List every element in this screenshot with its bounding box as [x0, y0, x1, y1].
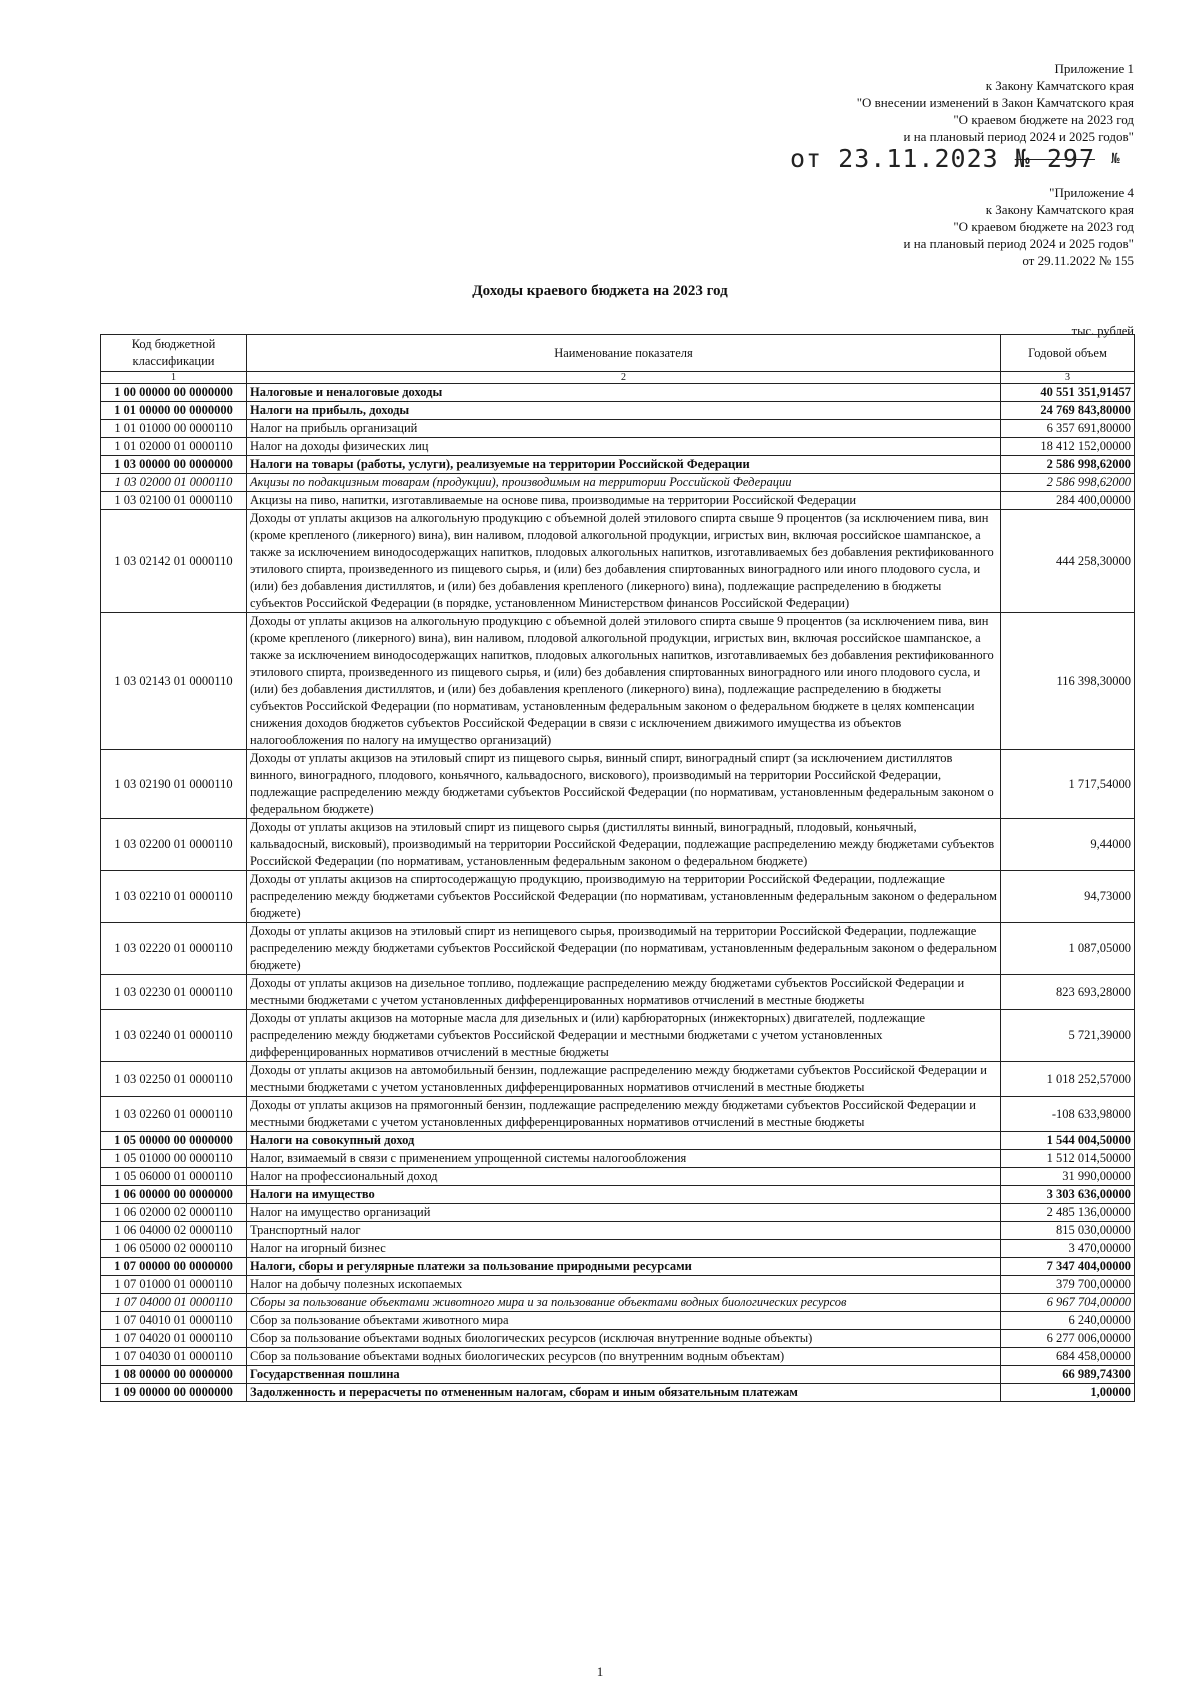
column-header-value: Годовой объем: [1001, 335, 1135, 372]
name-cell: Доходы от уплаты акцизов на прямогонный бензин, подлежащие распределению между бюджетами субъектов Российской Федерации и местными бюджетами с учетом установленных дифференцированных нормативов отчислений в местные бюджеты: [247, 1097, 1001, 1132]
table-row: [101, 456, 1135, 474]
table-row: [101, 819, 1135, 871]
table-row: [101, 613, 1135, 750]
table-column-numbers-row: [101, 372, 1135, 384]
table-row: [101, 1186, 1135, 1204]
table-row: [101, 384, 1135, 402]
code-cell: 1 03 02220 01 0000110: [101, 923, 247, 975]
table-row: [101, 1222, 1135, 1240]
stamp-tail: №: [1111, 151, 1120, 167]
appendix-line: "Приложение 4: [1049, 185, 1134, 200]
name-cell: Налоги, сборы и регулярные платежи за пользование природными ресурсами: [247, 1258, 1001, 1276]
appendix-line: "О краевом бюджете на 2023 год: [953, 219, 1134, 234]
value-cell: 31 990,00000: [1001, 1168, 1135, 1186]
table-row: [101, 1384, 1135, 1402]
table-row: [101, 1204, 1135, 1222]
appendix-line: "О краевом бюджете на 2023 год: [953, 112, 1134, 127]
table-row: [101, 923, 1135, 975]
table-row: [101, 1258, 1135, 1276]
code-cell: 1 03 02000 01 0000110: [101, 474, 247, 492]
name-cell: Налоги на прибыль, доходы: [247, 402, 1001, 420]
value-cell: 379 700,00000: [1001, 1276, 1135, 1294]
name-cell: Доходы от уплаты акцизов на алкогольную продукцию с объемной долей этилового спирта свыше 9 процентов (за исключением пива, вин (кроме крепленого (ликерного) вина), вин наливом, плодовой алкогольной продукции, игристых вин, включая российское шампанское, а также за исключением винодосодержащих напитков, плодовых алкогольных напитков, изготавливаемых без добавления ректификованного этилового спирта, произведенного из пищевого сырья, и (или) без добавления спиртованных виноградного или иного плодового сусла, и (или) без добавления дистиллятов, и (или) без добавления крепленого (ликерного) вина), подлежащие распределению в бюджеты субъектов Российской Федерации (по нормативам, установленным федеральным законом о федеральном бюджете в целях компенсации снижения доходов бюджетов субъектов Российской Федерации в связи с исключением движимого имущества из объектов налогообложения по налогу на имущество организаций): [247, 613, 1001, 750]
code-cell: 1 03 02200 01 0000110: [101, 819, 247, 871]
value-cell: -108 633,98000: [1001, 1097, 1135, 1132]
code-cell: 1 06 00000 00 0000000: [101, 1186, 247, 1204]
code-cell: 1 06 05000 02 0000110: [101, 1240, 247, 1258]
table-row: [101, 1330, 1135, 1348]
table-row: [101, 1062, 1135, 1097]
table-row: [101, 1150, 1135, 1168]
table-row: [101, 402, 1135, 420]
value-cell: 40 551 351,91457: [1001, 384, 1135, 402]
code-cell: 1 07 04030 01 0000110: [101, 1348, 247, 1366]
appendix-header: [857, 60, 1134, 145]
code-cell: 1 07 04000 01 0000110: [101, 1294, 247, 1312]
table-row: [101, 1348, 1135, 1366]
name-cell: Налог на имущество организаций: [247, 1204, 1001, 1222]
table-row: [101, 1312, 1135, 1330]
stamp-date: 23.11.2023: [838, 144, 999, 173]
value-cell: 66 989,74300: [1001, 1366, 1135, 1384]
table-row: [101, 975, 1135, 1010]
name-cell: Налог на доходы физических лиц: [247, 438, 1001, 456]
name-cell: Налог на прибыль организаций: [247, 420, 1001, 438]
name-cell: Доходы от уплаты акцизов на этиловый спирт из пищевого сырья (дистилляты винный, виноградный, плодовый, коньячный, кальвадосный, висковый), производимый на территории Российской Федерации, подлежащие распределению между бюджетами субъектов Российской Федерации (по нормативам, установленным федеральным законом о федеральном бюджете): [247, 819, 1001, 871]
table-row: [101, 492, 1135, 510]
value-cell: 5 721,39000: [1001, 1010, 1135, 1062]
value-cell: 9,44000: [1001, 819, 1135, 871]
name-cell: Сборы за пользование объектами животного мира и за пользование объектами водных биологических ресурсов: [247, 1294, 1001, 1312]
value-cell: 116 398,30000: [1001, 613, 1135, 750]
appendix-line: к Закону Камчатского края: [985, 78, 1134, 93]
column-number: 3: [1001, 372, 1135, 384]
table-row: [101, 1132, 1135, 1150]
table-row: [101, 420, 1135, 438]
value-cell: 6 277 006,00000: [1001, 1330, 1135, 1348]
code-cell: 1 07 04020 01 0000110: [101, 1330, 247, 1348]
name-cell: Налог на игорный бизнес: [247, 1240, 1001, 1258]
appendix-line: и на плановый период 2024 и 2025 годов": [903, 236, 1134, 251]
code-cell: 1 03 02100 01 0000110: [101, 492, 247, 510]
value-cell: 6 240,00000: [1001, 1312, 1135, 1330]
table-row: [101, 1276, 1135, 1294]
value-cell: 94,73000: [1001, 871, 1135, 923]
code-cell: 1 05 06000 01 0000110: [101, 1168, 247, 1186]
table-row: [101, 1294, 1135, 1312]
column-number: 1: [101, 372, 247, 384]
code-cell: 1 07 01000 01 0000110: [101, 1276, 247, 1294]
code-cell: 1 00 00000 00 0000000: [101, 384, 247, 402]
code-cell: 1 01 00000 00 0000000: [101, 402, 247, 420]
code-cell: 1 03 02260 01 0000110: [101, 1097, 247, 1132]
page-number: 1: [596, 1664, 604, 1679]
code-cell: 1 03 02210 01 0000110: [101, 871, 247, 923]
value-cell: 2 485 136,00000: [1001, 1204, 1135, 1222]
name-cell: Доходы от уплаты акцизов на автомобильный бензин, подлежащие распределению между бюджетами субъектов Российской Федерации и местными бюджетами с учетом установленных дифференцированных нормативов отчислений в местные бюджеты: [247, 1062, 1001, 1097]
value-cell: 24 769 843,80000: [1001, 402, 1135, 420]
name-cell: Доходы от уплаты акцизов на алкогольную продукцию с объемной долей этилового спирта свыше 9 процентов (за исключением пива, вин (кроме крепленого (ликерного) вина), вин наливом, плодовой алкогольной продукции, игристых вин, включая российское шампанское, а также за исключением винодосодержащих напитков, плодовых алкогольных напитков, изготавливаемых без добавления ректификованного этилового спирта, произведенного из пищевого сырья, и (или) без добавления спиртованных виноградного или иного плодового сусла, и (или) без добавления дистиллятов, и (или) без добавления крепленого (ликерного) вина), подлежащие распределению в бюджеты субъектов Российской Федерации (в порядке, установленном Министерством финансов Российской Федерации): [247, 510, 1001, 613]
code-cell: 1 06 02000 02 0000110: [101, 1204, 247, 1222]
name-cell: Государственная пошлина: [247, 1366, 1001, 1384]
appendix-header-original: [903, 184, 1134, 269]
name-cell: Налог на добычу полезных ископаемых: [247, 1276, 1001, 1294]
value-cell: 1 544 004,50000: [1001, 1132, 1135, 1150]
code-cell: 1 05 01000 00 0000110: [101, 1150, 247, 1168]
table-row: [101, 438, 1135, 456]
name-cell: Акцизы на пиво, напитки, изготавливаемые на основе пива, производимые на территории Российской Федерации: [247, 492, 1001, 510]
name-cell: Доходы от уплаты акцизов на этиловый спирт из непищевого сырья, производимый на территории Российской Федерации, подлежащие распределению между бюджетами субъектов Российской Федерации (по нормативам, установленным федеральным законом о федеральном бюджете): [247, 923, 1001, 975]
value-cell: 6 357 691,80000: [1001, 420, 1135, 438]
name-cell: Задолженность и перерасчеты по отмененным налогам, сборам и иным обязательным платежам: [247, 1384, 1001, 1402]
name-cell: Доходы от уплаты акцизов на этиловый спирт из пищевого сырья, винный спирт, виноградный спирт (за исключением дистиллятов винного, виноградного, плодового, коньячного, кальвадосного, вискового), производимый на территории Российской Федерации, подлежащие распределению между бюджетами субъектов Российской Федерации (по нормативам, установленным федеральным законом о федеральном бюджете): [247, 750, 1001, 819]
name-cell: Налоги на имущество: [247, 1186, 1001, 1204]
name-cell: Транспортный налог: [247, 1222, 1001, 1240]
name-cell: Доходы от уплаты акцизов на спиртосодержащую продукцию, производимую на территории Российской Федерации, подлежащие распределению между бюджетами субъектов Российской Федерации (по нормативам, установленным федеральным законом о федеральном бюджете): [247, 871, 1001, 923]
name-cell: Сбор за пользование объектами водных биологических ресурсов (исключая внутренние водные объекты): [247, 1330, 1001, 1348]
value-cell: 823 693,28000: [1001, 975, 1135, 1010]
appendix-line: от 29.11.2022 № 155: [1022, 253, 1134, 268]
stamp-prefix: от: [790, 144, 823, 173]
appendix-line: "О внесении изменений в Закон Камчатского края: [856, 95, 1134, 110]
code-cell: 1 07 04010 01 0000110: [101, 1312, 247, 1330]
code-cell: 1 03 02250 01 0000110: [101, 1062, 247, 1097]
code-cell: 1 03 02240 01 0000110: [101, 1010, 247, 1062]
table-row: [101, 1366, 1135, 1384]
code-cell: 1 03 02190 01 0000110: [101, 750, 247, 819]
column-header-code: Код бюджетной классификации: [101, 335, 247, 372]
column-header-name: Наименование показателя: [247, 335, 1001, 372]
table-row: [101, 750, 1135, 819]
name-cell: Сбор за пользование объектами животного мира: [247, 1312, 1001, 1330]
table-row: [101, 1010, 1135, 1062]
value-cell: 2 586 998,62000: [1001, 456, 1135, 474]
name-cell: Налоги на товары (работы, услуги), реализуемые на территории Российской Федерации: [247, 456, 1001, 474]
value-cell: 684 458,00000: [1001, 1348, 1135, 1366]
code-cell: 1 03 02230 01 0000110: [101, 975, 247, 1010]
table-row: [101, 871, 1135, 923]
name-cell: Налоговые и неналоговые доходы: [247, 384, 1001, 402]
value-cell: 6 967 704,00000: [1001, 1294, 1135, 1312]
code-cell: 1 07 00000 00 0000000: [101, 1258, 247, 1276]
appendix-line: к Закону Камчатского края: [985, 202, 1134, 217]
name-cell: Акцизы по подакцизным товарам (продукции), производимым на территории Российской Федерации: [247, 474, 1001, 492]
value-cell: 1 018 252,57000: [1001, 1062, 1135, 1097]
value-cell: 284 400,00000: [1001, 492, 1135, 510]
name-cell: Налог, взимаемый в связи с применением упрощенной системы налогообложения: [247, 1150, 1001, 1168]
table-row: [101, 474, 1135, 492]
value-cell: 7 347 404,00000: [1001, 1258, 1135, 1276]
date-stamp: [790, 144, 1120, 173]
code-cell: 1 09 00000 00 0000000: [101, 1384, 247, 1402]
stamp-number: № 297: [1014, 144, 1096, 173]
name-cell: Налоги на совокупный доход: [247, 1132, 1001, 1150]
value-cell: 1 717,54000: [1001, 750, 1135, 819]
name-cell: Сбор за пользование объектами водных биологических ресурсов (по внутренним водным объектам): [247, 1348, 1001, 1366]
appendix-line: Приложение 1: [1054, 61, 1134, 76]
table-row: [101, 1240, 1135, 1258]
appendix-line: и на плановый период 2024 и 2025 годов": [903, 129, 1134, 144]
name-cell: Доходы от уплаты акцизов на моторные масла для дизельных и (или) карбюраторных (инжекторных) двигателей, подлежащие распределению между бюджетами субъектов Российской Федерации и местными бюджетами с учетом установленных дифференцированных нормативов отчислений в местные бюджеты: [247, 1010, 1001, 1062]
name-cell: Доходы от уплаты акцизов на дизельное топливо, подлежащие распределению между бюджетами субъектов Российской Федерации и местными бюджетами с учетом установленных дифференцированных нормативов отчислений в местные бюджеты: [247, 975, 1001, 1010]
table-row: [101, 1097, 1135, 1132]
code-cell: 1 03 00000 00 0000000: [101, 456, 247, 474]
column-number: 2: [247, 372, 1001, 384]
code-cell: 1 01 01000 00 0000110: [101, 420, 247, 438]
code-cell: 1 03 02142 01 0000110: [101, 510, 247, 613]
budget-table: [100, 334, 1135, 1402]
value-cell: 1 512 014,50000: [1001, 1150, 1135, 1168]
value-cell: 2 586 998,62000: [1001, 474, 1135, 492]
units-label: тыс. рублей: [1071, 324, 1134, 338]
value-cell: 3 470,00000: [1001, 1240, 1135, 1258]
value-cell: 1 087,05000: [1001, 923, 1135, 975]
value-cell: 815 030,00000: [1001, 1222, 1135, 1240]
code-cell: 1 08 00000 00 0000000: [101, 1366, 247, 1384]
table-header-row: [101, 335, 1135, 372]
code-cell: 1 05 00000 00 0000000: [101, 1132, 247, 1150]
code-cell: 1 06 04000 02 0000110: [101, 1222, 247, 1240]
name-cell: Налог на профессиональный доход: [247, 1168, 1001, 1186]
value-cell: 1,00000: [1001, 1384, 1135, 1402]
value-cell: 444 258,30000: [1001, 510, 1135, 613]
table-row: [101, 510, 1135, 613]
table-body: [101, 384, 1135, 1402]
code-cell: 1 03 02143 01 0000110: [101, 613, 247, 750]
document-title: Доходы краевого бюджета на 2023 год: [472, 283, 728, 299]
value-cell: 3 303 636,00000: [1001, 1186, 1135, 1204]
code-cell: 1 01 02000 01 0000110: [101, 438, 247, 456]
table-row: [101, 1168, 1135, 1186]
value-cell: 18 412 152,00000: [1001, 438, 1135, 456]
